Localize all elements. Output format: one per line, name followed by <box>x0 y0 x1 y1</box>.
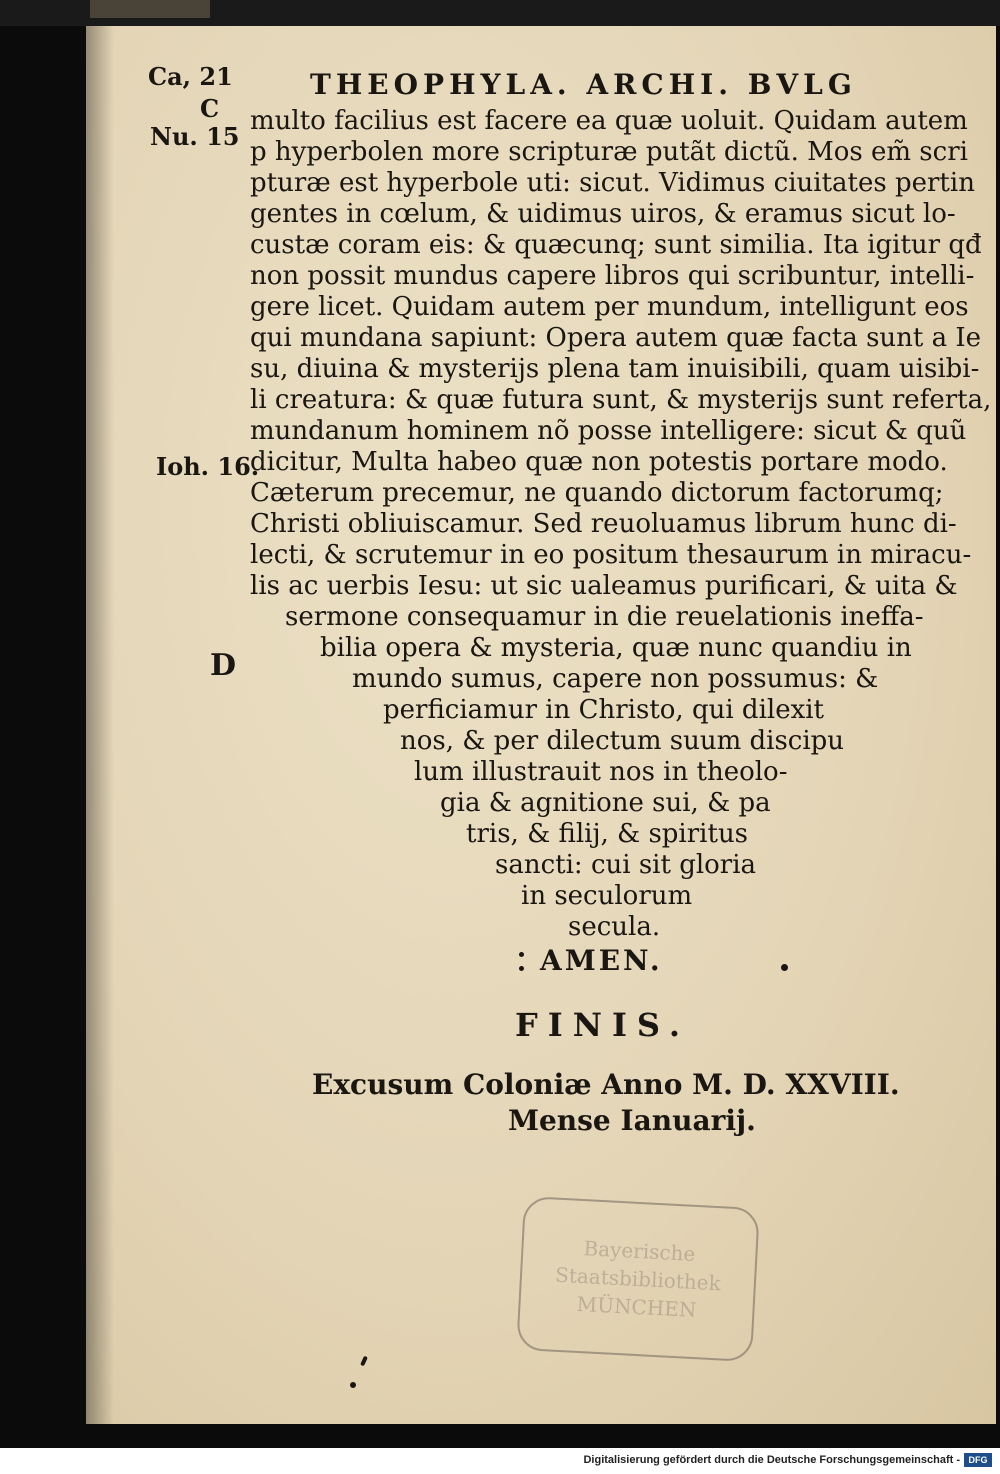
text-line: secula. <box>568 912 661 942</box>
margin-letter-d: D <box>210 648 237 683</box>
text-line: gentes in cœlum, & uidimus uiros, & eramus sicut lo- <box>250 199 956 229</box>
text-line: nos, & per dilectum suum discipu <box>400 726 845 756</box>
margin-john-reference: Ioh. 16. <box>156 452 260 481</box>
text-line: mundanum hominem nõ posse intelligere: sicut & quũ <box>250 416 967 446</box>
text-line: lum illustrauit nos in theolo- <box>414 757 788 787</box>
text-line: dicitur, Multa habeo quæ non potestis portare modo. <box>250 447 948 477</box>
colophon-line-1: Excusum Coloniæ Anno M. D. XXVIII. <box>312 1068 900 1101</box>
text-line: p hyperbolen more scripturæ putãt dictũ. Mos em̃ scri <box>250 137 968 167</box>
finis-text: FINIS. <box>515 1006 691 1044</box>
footer-bar <box>0 1448 1000 1474</box>
margin-number: Nu. 15 <box>150 122 240 151</box>
text-line: li creatura: & quæ futura sunt, & mysterijs sunt referta, <box>250 385 992 415</box>
text-line: gere licet. Quidam autem per mundum, intelligunt eos <box>250 292 969 322</box>
text-line: perficiamur in Christo, qui dilexit <box>383 695 825 725</box>
margin-letter-c: C <box>200 94 220 123</box>
text-line: gia & agnitione sui, & pa <box>440 788 771 818</box>
text-line: mundo sumus, capere non possumus: & <box>352 664 879 694</box>
amen-text: AMEN. <box>540 944 663 977</box>
ink-dot <box>519 966 524 971</box>
top-border <box>0 0 1000 26</box>
ink-dot <box>519 952 524 957</box>
text-line: tris, & filij, & spiritus <box>466 819 749 849</box>
text-line: pturæ est hyperbole uti: sicut. Vidimus ciuitates pertin <box>250 168 975 198</box>
text-line: non possit mundus capere libros qui scribuntur, intelli- <box>250 261 975 291</box>
paper-slip <box>90 0 210 18</box>
text-line: qui mundana sapiunt: Opera autem quæ facta sunt a Ie <box>250 323 982 353</box>
library-stamp <box>516 1196 760 1362</box>
stamp-line: Bayerische <box>582 1236 696 1266</box>
text-line: lis ac uerbis Iesu: ut sic ualeamus purificari, & uita & <box>250 571 958 601</box>
binding-shadow <box>86 26 114 1424</box>
running-header: THEOPHYLA. ARCHI. BVLG <box>310 68 857 101</box>
text-line: Christi obliuiscamur. Sed reuoluamus librum hunc di- <box>250 509 957 539</box>
funding-notice: Digitalisierung gefördert durch die Deutsche Forschungsgemeinschaft - <box>583 1454 960 1466</box>
text-line: multo facilius est facere ea quæ uoluit. Quidam autem <box>250 106 968 136</box>
text-line: su, diuina & mysterijs plena tam inuisibili, quam uisibi- <box>250 354 980 384</box>
dfg-logo: DFG <box>964 1453 992 1467</box>
ink-dot <box>781 964 788 971</box>
text-line: sermone consequamur in die reuelationis ineffa- <box>285 602 924 632</box>
ink-mark <box>350 1382 356 1388</box>
text-line: lecti, & scrutemur in eo positum thesaurum in miracu- <box>250 540 972 570</box>
stamp-line: MÜNCHEN <box>576 1291 697 1323</box>
text-line: bilia opera & mysteria, quæ nunc quandiu in <box>320 633 912 663</box>
text-line: custæ coram eis: & quæcunq; sunt similia. Ita igitur qđ <box>250 230 982 260</box>
text-line: Cæterum precemur, ne quando dictorum factorumq; <box>250 478 944 508</box>
colophon-line-2: Mense Ianuarij. <box>508 1104 756 1137</box>
stamp-line: Staatsbibliothek <box>554 1262 722 1296</box>
text-line: sancti: cui sit gloria <box>495 850 757 880</box>
margin-chapter: Ca, 21 <box>148 62 233 91</box>
text-line: in seculorum <box>521 881 693 911</box>
